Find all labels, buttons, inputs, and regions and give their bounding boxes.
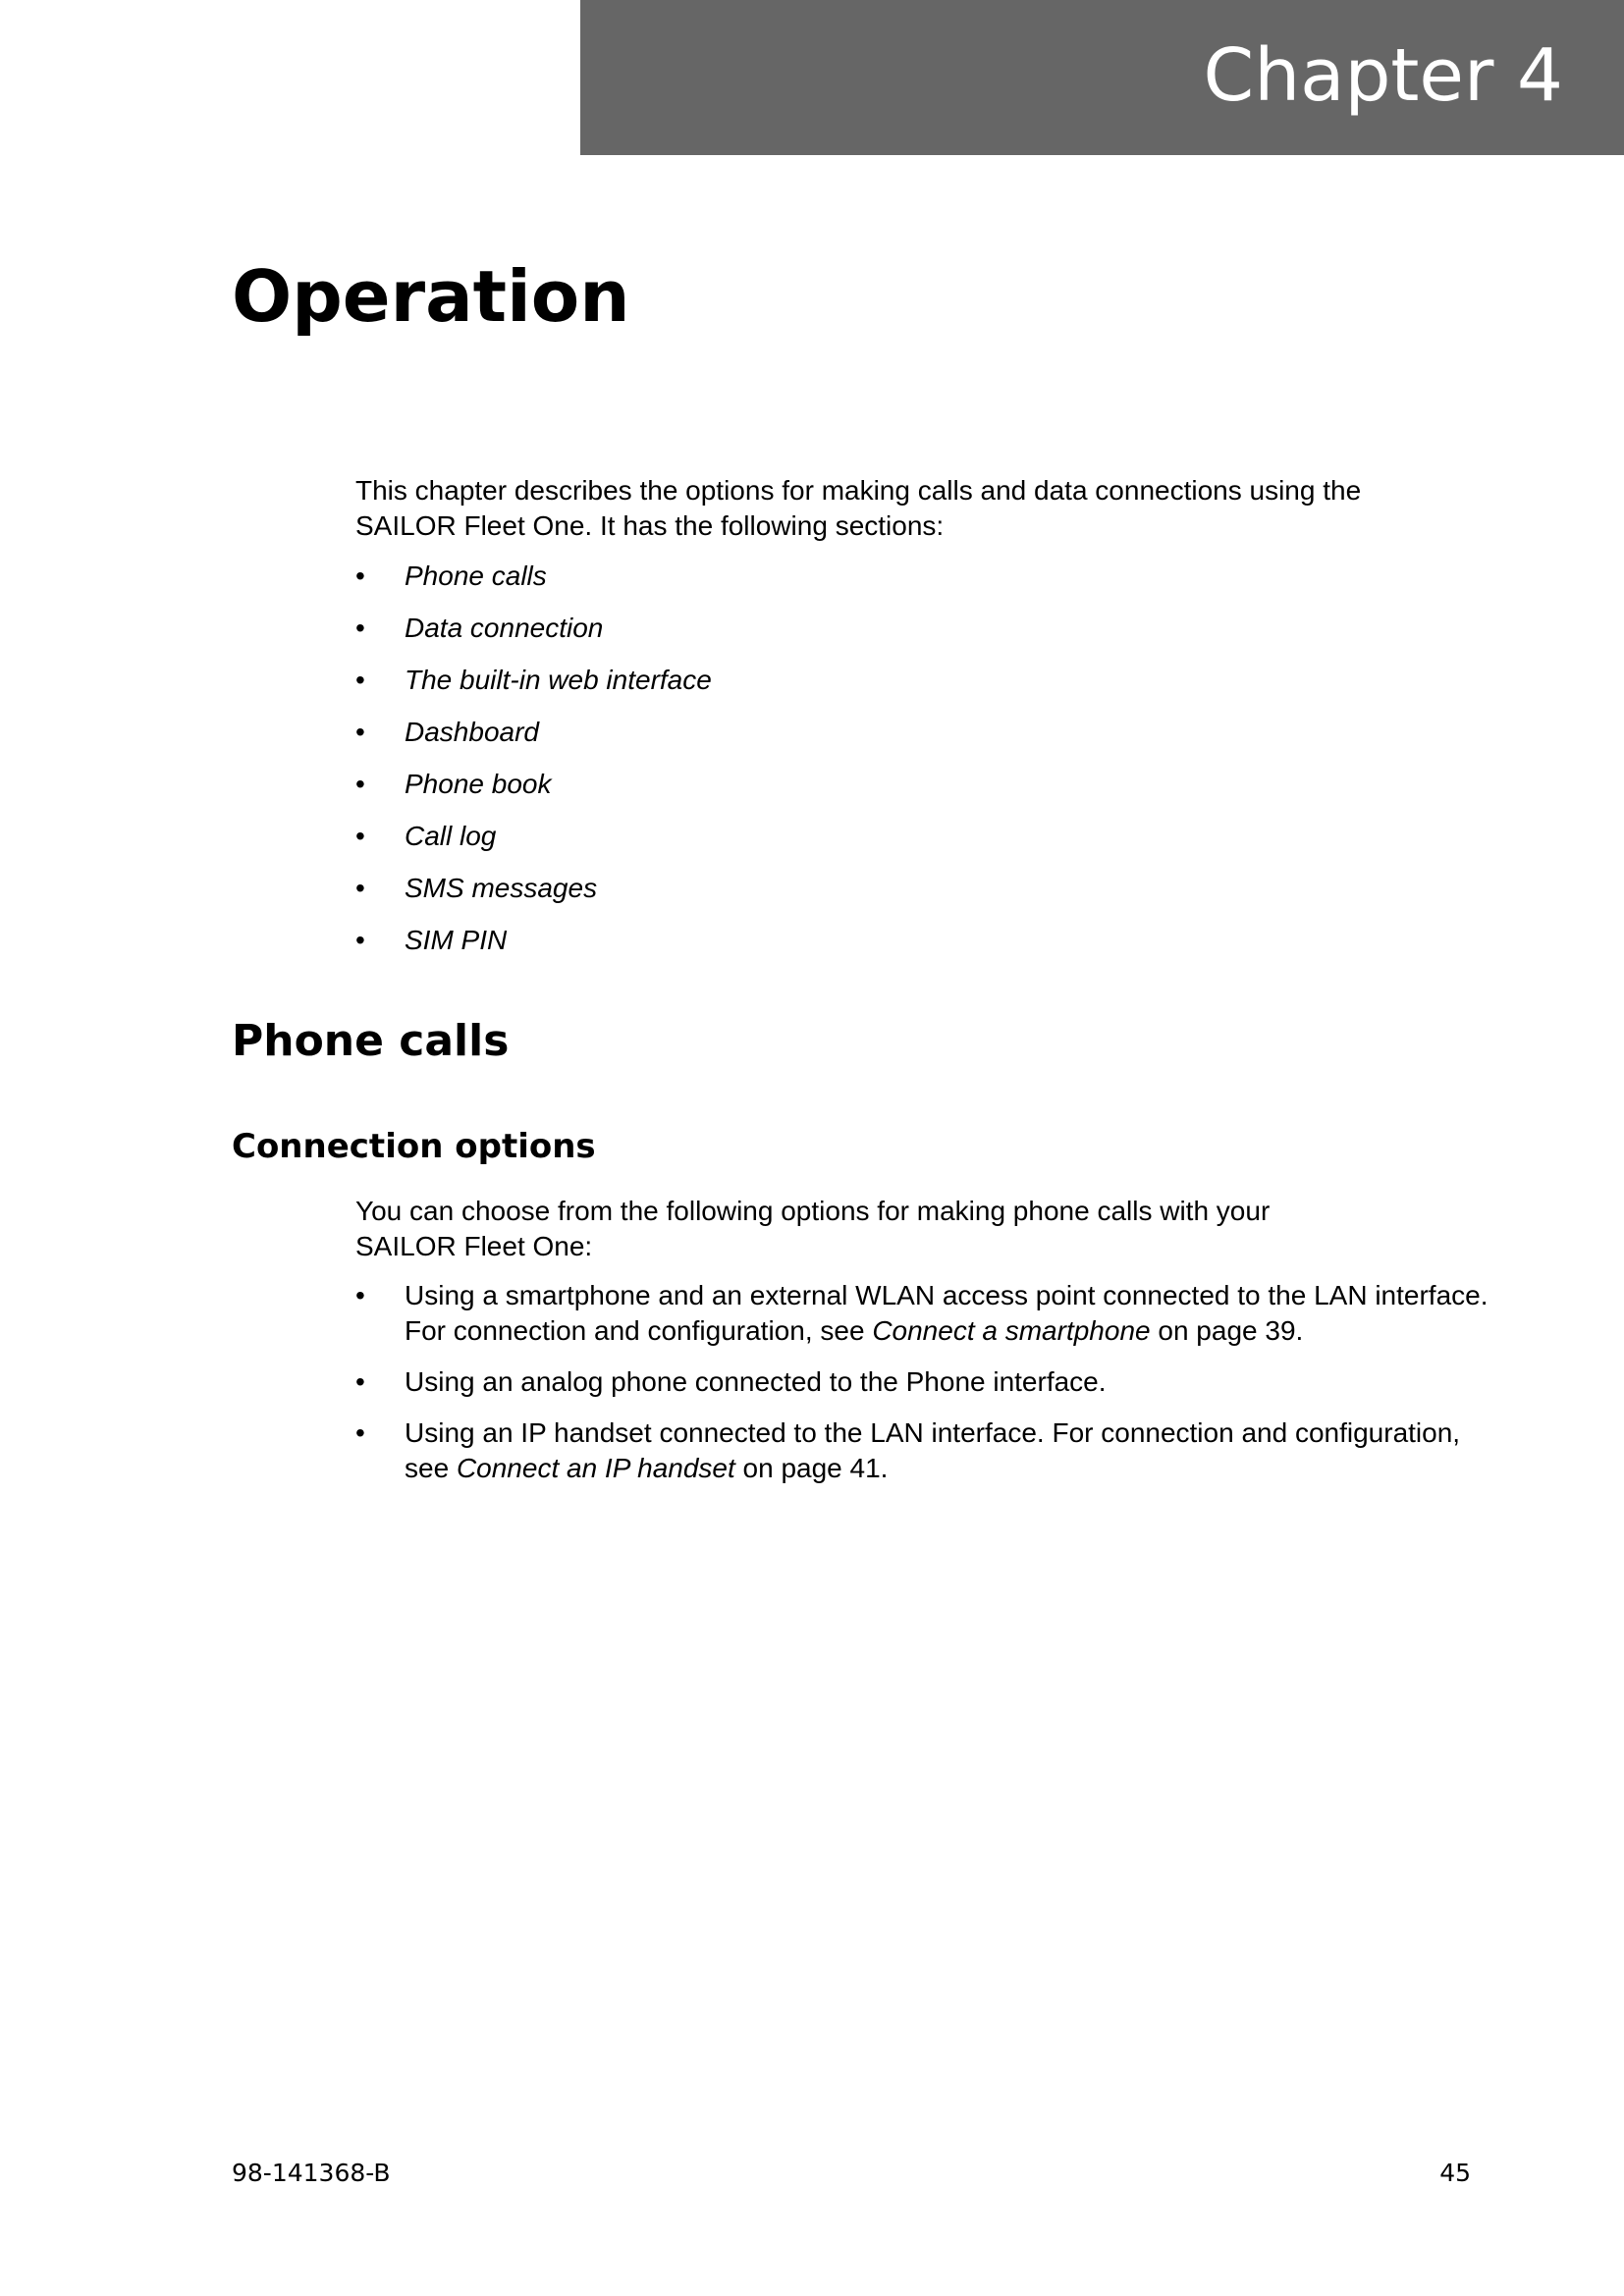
bullet-icon: • <box>355 1280 365 1310</box>
bullet-icon: • <box>355 717 365 747</box>
section-heading-phone-calls: Phone calls <box>232 1016 510 1066</box>
list-item <box>355 1278 1489 1349</box>
section-link-phone-book[interactable]: Phone book <box>405 769 552 799</box>
bullet-icon: • <box>355 613 365 643</box>
chapter-label: Chapter 4 <box>1203 33 1563 118</box>
list-item <box>355 765 712 817</box>
bullet-icon: • <box>355 1366 365 1397</box>
footer-page-number: 45 <box>1439 2159 1471 2187</box>
page-title: Operation <box>232 255 630 338</box>
option-smartphone-line-2 <box>405 1313 1485 1349</box>
list-item <box>355 713 712 765</box>
option-ip-handset-line-2 <box>405 1451 1485 1486</box>
link-connect-ip-handset[interactable]: Connect an IP handset <box>456 1453 735 1483</box>
section-link-dashboard[interactable]: Dashboard <box>405 717 539 747</box>
footer-document-number: 98-141368-B <box>232 2159 391 2187</box>
list-item <box>355 817 712 869</box>
section-link-data-connection[interactable]: Data connection <box>405 613 604 643</box>
section-link-call-log[interactable]: Call log <box>405 821 497 851</box>
section-list <box>355 557 712 973</box>
intro-paragraph <box>355 473 1485 544</box>
option-smartphone-suffix: on page 39. <box>1150 1315 1304 1346</box>
list-item <box>355 921 712 973</box>
bullet-icon: • <box>355 561 365 591</box>
link-connect-smartphone[interactable]: Connect a smartphone <box>872 1315 1151 1346</box>
option-smartphone-prefix: For connection and configuration, see <box>405 1315 873 1346</box>
list-item <box>355 661 712 713</box>
option-analog-phone-line-1: Using an analog phone connected to the Phone interface. <box>405 1366 1107 1397</box>
list-item <box>355 869 712 921</box>
intro-line-2: SAILOR Fleet One. It has the following sections: <box>355 510 945 541</box>
connection-intro-line-1: You can choose from the following options for making phone calls with your <box>355 1196 1271 1226</box>
connection-options-intro <box>355 1194 1485 1264</box>
option-smartphone-line-1: Using a smartphone and an external WLAN access point connected to the LAN interface. <box>405 1280 1489 1310</box>
section-link-phone-calls[interactable]: Phone calls <box>405 561 547 591</box>
bullet-icon: • <box>355 1417 365 1448</box>
section-link-sms-messages[interactable]: SMS messages <box>405 873 598 903</box>
subsection-heading-connection-options: Connection options <box>232 1127 596 1166</box>
option-ip-handset-suffix: on page 41. <box>734 1453 889 1483</box>
section-link-web-interface[interactable]: The built-in web interface <box>405 665 712 695</box>
connection-option-list <box>355 1278 1489 1486</box>
list-item <box>355 1415 1485 1486</box>
option-ip-handset-line-1: Using an IP handset connected to the LAN interface. For connection and configuration, <box>405 1417 1461 1448</box>
bullet-icon: • <box>355 821 365 851</box>
option-ip-handset-prefix: see <box>405 1453 457 1483</box>
list-item <box>355 557 712 609</box>
bullet-icon: • <box>355 665 365 695</box>
list-item <box>355 609 712 661</box>
list-item <box>355 1364 1485 1400</box>
connection-intro-line-2: SAILOR Fleet One: <box>355 1231 593 1261</box>
section-link-sim-pin[interactable]: SIM PIN <box>405 925 508 955</box>
bullet-icon: • <box>355 925 365 955</box>
bullet-icon: • <box>355 873 365 903</box>
intro-line-1: This chapter describes the options for making calls and data connections using the <box>355 475 1362 506</box>
chapter-banner <box>580 0 1624 155</box>
bullet-icon: • <box>355 769 365 799</box>
